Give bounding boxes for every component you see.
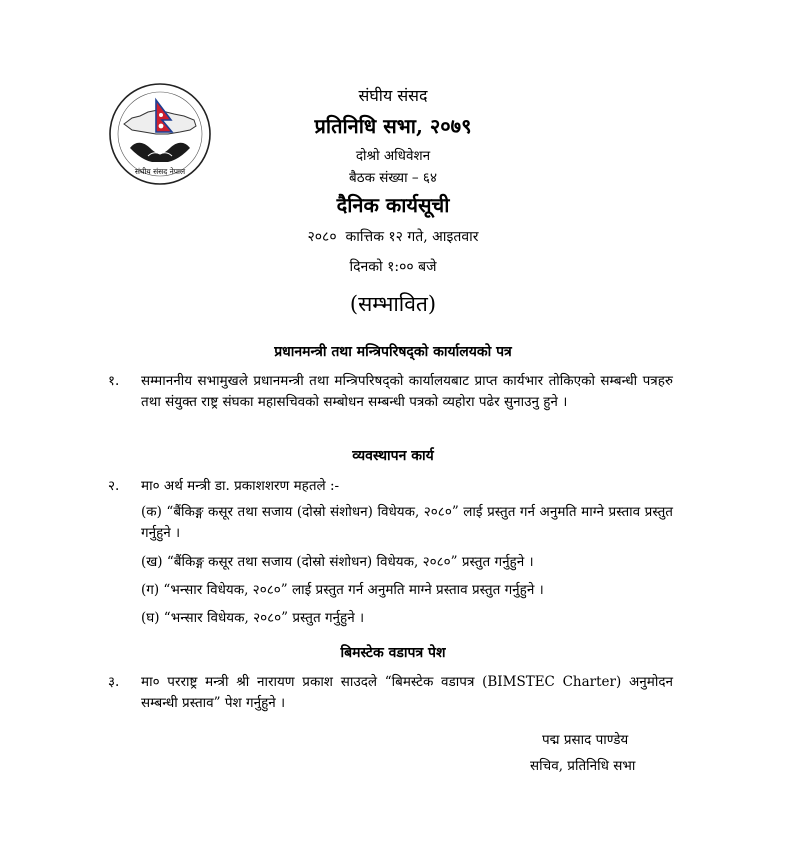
sub-item: (घ) “भन्सार विधेयक, २०८०” प्रस्तुत गर्नुहुने । — [141, 610, 365, 626]
item-number: ३. — [108, 674, 120, 690]
parliament-name: संघीय संसद — [358, 86, 428, 105]
house-title: प्रतिनिधि सभा, २०७९ — [314, 114, 472, 138]
tentative-label: (सम्भावित) — [349, 292, 437, 316]
session-label: दोश्रो अधिवेशन — [355, 148, 431, 164]
item-number: २. — [108, 478, 120, 494]
agenda-time: दिनको १:०० बजे — [349, 259, 437, 275]
sub-item: (ख) “बैंकिङ्ग कसूर तथा सजाय (दोस्रो संशोधन) विधेयक, २०८०” प्रस्तुत गर्नुहुने । — [141, 554, 534, 570]
signatory-name: पद्म प्रसाद पाण्डेय — [542, 732, 629, 748]
item-text: सम्माननीय सभामुखले प्रधानमन्त्री तथा मन्त्रिपरिषद्को कार्यालयबाट प्राप्त कार्यभार तोकिएको सम्बन्धी पत्रहरु तथा संयुक्त राष्ट्र संघका महासचिवको सम्बोधन सम्बन्धी पत्रको व्यहोरा पढेर सुनाउनु हुने । — [141, 373, 673, 410]
agenda-title: दैनिक कार्यसूची — [336, 193, 450, 217]
item-text: मा० अर्थ मन्त्री डा. प्रकाशशरण महतले :- — [141, 478, 340, 494]
logo-text: संघीय संसद नेपाल — [134, 167, 186, 176]
sub-item: (क) “बैंकिङ्ग कसूर तथा सजाय (दोस्रो संशोधन) विधेयक, २०८०” लाई प्रस्तुत गर्न अनुमति माग्ने प्रस्ताव प्रस्तुत गर्नुहुने । — [141, 504, 673, 541]
item-number: १. — [108, 373, 120, 389]
sub-item: (ग) “भन्सार विधेयक, २०८०” लाई प्रस्तुत गर्न अनुमति माग्ने प्रस्ताव प्रस्तुत गर्नुहुने । — [141, 582, 544, 598]
agenda-date: २०८० कात्तिक १२ गते, आइतवार — [307, 229, 479, 245]
meeting-number: बैठक संख्या – ६४ — [349, 170, 437, 186]
section-heading-bimstec: बिमस्टेक वडापत्र पेश — [340, 645, 446, 661]
signatory-title: सचिव, प्रतिनिधि सभा — [530, 758, 636, 774]
section-heading-legislation: व्यवस्थापन कार्य — [352, 448, 434, 464]
section-heading-pm-office: प्रधानमन्त्री तथा मन्त्रिपरिषद्को कार्यालयको पत्र — [274, 344, 512, 360]
item-text: मा० परराष्ट्र मन्त्री श्री नारायण प्रकाश साउदले “बिमस्टेक वडापत्र (BIMSTEC Charter) अनुमोदन सम्बन्धी प्रस्ताव” पेश गर्नुहुने । — [141, 674, 673, 711]
